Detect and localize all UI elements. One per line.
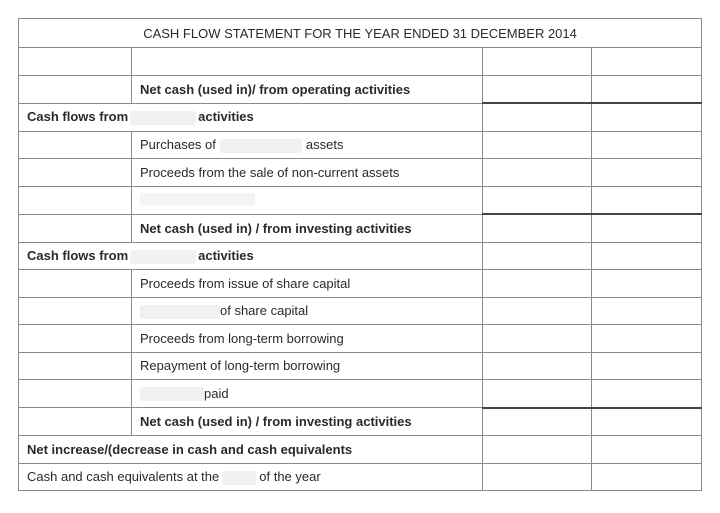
- amount-cell[interactable]: [592, 380, 702, 408]
- amount-cell[interactable]: [483, 436, 592, 464]
- amount-cell[interactable]: [592, 463, 702, 491]
- proceeds-share-label: Proceeds from issue of share capital: [132, 270, 483, 298]
- purchases-row: [19, 131, 702, 159]
- cash-flow-statement: [18, 18, 701, 491]
- proceeds-share-row: [19, 270, 702, 298]
- blank-investing-row: [19, 186, 702, 214]
- financing-heading: Cash flows from activities: [19, 242, 483, 270]
- blank-gap[interactable]: [140, 387, 204, 401]
- amount-cell[interactable]: [483, 75, 592, 103]
- amount-cell[interactable]: [592, 186, 702, 214]
- amount-cell[interactable]: [592, 270, 702, 298]
- net-investing-row: [19, 214, 702, 242]
- blank-gap[interactable]: [130, 111, 196, 125]
- amount-cell[interactable]: [592, 159, 702, 187]
- amount-cell[interactable]: [483, 270, 592, 298]
- investing-heading-row: [19, 103, 702, 131]
- cash-end-label: Cash and cash equivalents at the of the year: [19, 463, 483, 491]
- proceeds-noncurrent-row: [19, 159, 702, 187]
- statement-title: CASH FLOW STATEMENT FOR THE YEAR ENDED 31 DECEMBER 2014: [19, 19, 702, 48]
- repayment-lt-label: Repayment of long-term borrowing: [132, 352, 483, 380]
- net-financing-row: [19, 408, 702, 436]
- title-row: [19, 19, 702, 48]
- blank-row: [19, 48, 702, 76]
- amount-cell[interactable]: [592, 436, 702, 464]
- amount-cell[interactable]: [592, 297, 702, 325]
- share-capital-row: [19, 297, 702, 325]
- purchases-label: Purchases of assets: [132, 131, 483, 159]
- amount-cell[interactable]: [592, 48, 702, 76]
- amount-cell[interactable]: [592, 408, 702, 436]
- net-investing-label: Net cash (used in) / from investing activities: [132, 214, 483, 242]
- amount-cell[interactable]: [483, 186, 592, 214]
- amount-cell[interactable]: [483, 325, 592, 353]
- amount-cell[interactable]: [592, 75, 702, 103]
- amount-cell[interactable]: [592, 131, 702, 159]
- amount-cell[interactable]: [483, 214, 592, 242]
- amount-cell[interactable]: [483, 408, 592, 436]
- amount-cell[interactable]: [592, 325, 702, 353]
- amount-cell[interactable]: [483, 380, 592, 408]
- proceeds-lt-row: [19, 325, 702, 353]
- investing-heading: Cash flows from activities: [19, 103, 483, 131]
- amount-cell[interactable]: [483, 131, 592, 159]
- net-operating-label: Net cash (used in)/ from operating activities: [132, 75, 483, 103]
- net-operating-row: [19, 75, 702, 103]
- financing-heading-row: [19, 242, 702, 270]
- repayment-lt-row: [19, 352, 702, 380]
- dividend-row: [19, 380, 702, 408]
- net-financing-label: Net cash (used in) / from investing activities: [132, 408, 483, 436]
- dividend-label: paid: [132, 380, 483, 408]
- amount-cell[interactable]: [592, 352, 702, 380]
- blank-gap[interactable]: [222, 471, 256, 485]
- amount-cell[interactable]: [483, 463, 592, 491]
- proceeds-lt-label: Proceeds from long-term borrowing: [132, 325, 483, 353]
- faint-blank[interactable]: [140, 193, 255, 205]
- amount-cell[interactable]: [483, 159, 592, 187]
- proceeds-noncurrent-label: Proceeds from the sale of non-current assets: [132, 159, 483, 187]
- blank-gap[interactable]: [220, 139, 302, 153]
- amount-cell[interactable]: [483, 352, 592, 380]
- net-increase-label: Net increase/(decrease in cash and cash equivalents: [19, 436, 483, 464]
- blank-gap[interactable]: [140, 305, 220, 319]
- blank-gap[interactable]: [130, 250, 196, 264]
- amount-cell[interactable]: [483, 48, 592, 76]
- share-capital-label: of share capital: [132, 297, 483, 325]
- cash-end-row: [19, 463, 702, 491]
- amount-cell[interactable]: [592, 214, 702, 242]
- amount-cell[interactable]: [483, 297, 592, 325]
- net-increase-row: [19, 436, 702, 464]
- statement-table: [18, 18, 702, 491]
